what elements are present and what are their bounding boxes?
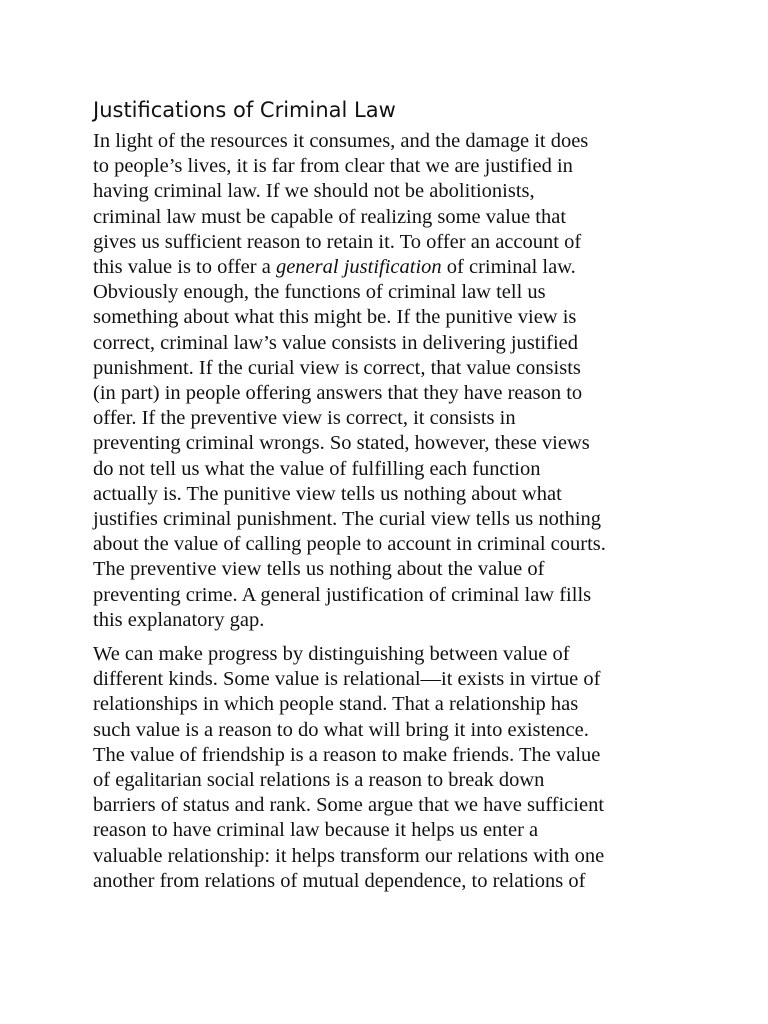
text-line: about the value of calling people to account in criminal courts. (93, 533, 606, 556)
text-line: The value of friendship is a reason to make friends. The value (93, 743, 601, 766)
text-segment: of criminal law. (441, 256, 576, 279)
text-line: reason to have criminal law because it helps us enter a (93, 819, 539, 842)
section-heading: Justifications of Criminal Law (93, 98, 396, 122)
paragraph-2 (93, 642, 693, 894)
text-line: barriers of status and rank. Some argue that we have sufficient (93, 794, 605, 817)
text-line: of egalitarian social relations is a reason to break down (93, 769, 545, 792)
text-line: having criminal law. If we should not be abolitionists, (93, 180, 535, 203)
text-line: (in part) in people offering answers that they have reason to (93, 382, 583, 405)
text-line: preventing criminal wrongs. So stated, however, these views (93, 432, 590, 455)
emphasized-term: general justification (275, 256, 442, 279)
text-line: Obviously enough, the functions of criminal law tell us (93, 281, 546, 304)
text-segment: this value is to offer a (93, 256, 276, 279)
text-line: relationships in which people stand. That a relationship has (93, 693, 579, 716)
text-line: something about what this might be. If the punitive view is (93, 306, 577, 329)
text-line: to people’s lives, it is far from clear that we are justified in (93, 155, 573, 178)
text-line: this explanatory gap. (93, 608, 265, 631)
text-line: gives us sufficient reason to retain it. To offer an account of (93, 230, 582, 253)
text-line: different kinds. Some value is relational—it exists in virtue of (93, 668, 601, 691)
text-line: valuable relationship: it helps transform our relations with one (93, 844, 605, 867)
paragraph-1 (93, 129, 693, 633)
text-line: preventing crime. A general justification of criminal law fills (93, 583, 592, 606)
text-line: another from relations of mutual dependence, to relations of (93, 869, 586, 892)
text-line: such value is a reason to do what will bring it into existence. (93, 718, 589, 741)
text-line: justifies criminal punishment. The curial view tells us nothing (93, 508, 602, 531)
text-line: We can make progress by distinguishing between value of (93, 643, 570, 666)
text-line-with-emphasis (93, 255, 693, 280)
text-line: criminal law must be capable of realizing some value that (93, 205, 567, 228)
body-text (93, 129, 693, 903)
text-line: offer. If the preventive view is correct, it consists in (93, 407, 516, 430)
text-line: do not tell us what the value of fulfilling each function (93, 457, 541, 480)
text-line: In light of the resources it consumes, and the damage it does (93, 130, 589, 152)
text-line: actually is. The punitive view tells us nothing about what (93, 482, 562, 505)
text-line: correct, criminal law’s value consists in delivering justified (93, 331, 579, 354)
text-line: punishment. If the curial view is correct, that value consists (93, 356, 581, 379)
text-line: The preventive view tells us nothing about the value of (93, 558, 545, 581)
